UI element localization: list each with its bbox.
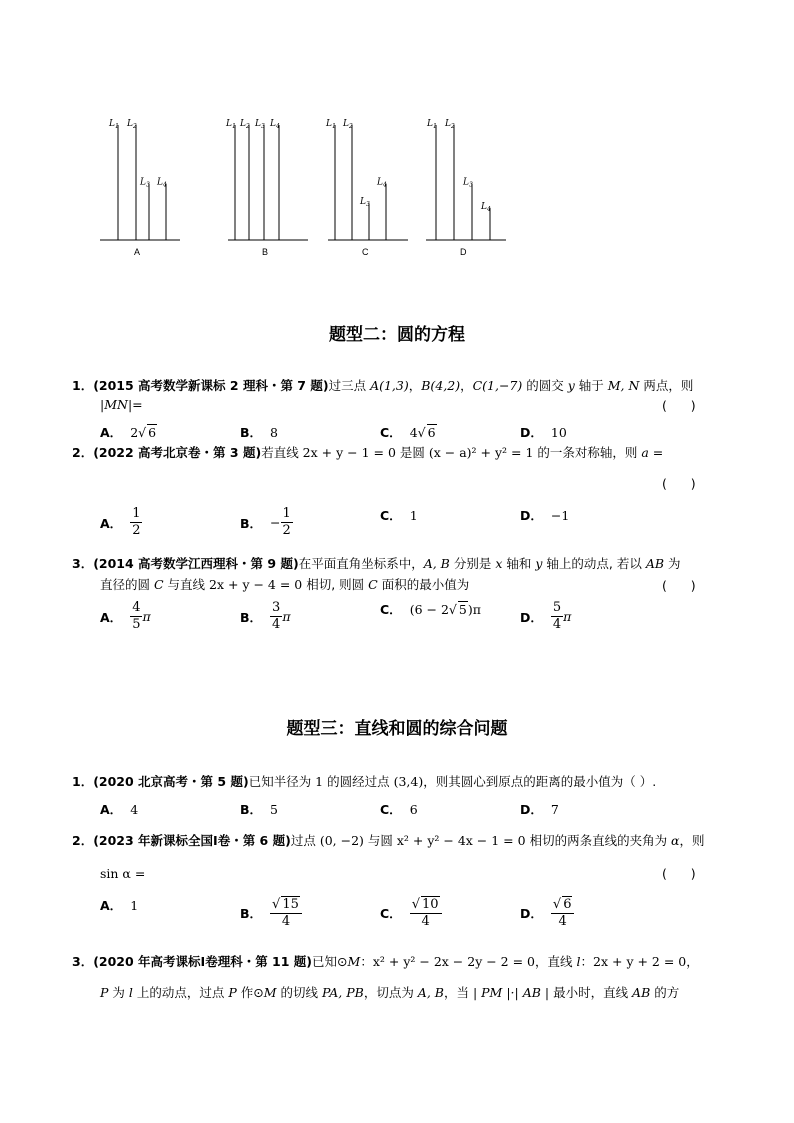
option-label: D． xyxy=(520,425,543,440)
text: 是圆 xyxy=(395,445,429,460)
option-label: C． xyxy=(380,425,402,440)
point: (0, −2) xyxy=(319,833,364,848)
figure-caption: A xyxy=(134,247,141,257)
text: 的切线 xyxy=(276,985,322,1000)
option-value: − $\frac{1}{2}$ xyxy=(270,506,291,538)
bar-label: $L_4$ xyxy=(481,201,491,213)
bar-label: $L_4$ xyxy=(270,119,280,130)
question-number: 1． xyxy=(72,378,94,393)
option-label: B． xyxy=(240,609,263,625)
circle-equation: (x − a)² + y² = 1 xyxy=(428,445,534,460)
option-b[interactable] xyxy=(240,800,278,818)
question-3-3-line2 xyxy=(100,984,679,1002)
tangents: PA, PB xyxy=(321,985,364,1000)
option-b[interactable] xyxy=(240,896,302,930)
text: 面积的最小值为 xyxy=(377,577,470,592)
option-value: 10 xyxy=(550,424,567,440)
option-d[interactable] xyxy=(520,800,559,818)
question-3-2-line2: sin α = xyxy=(100,866,146,881)
option-label: A． xyxy=(100,802,123,817)
text: 相切, 则圆 xyxy=(302,577,369,592)
circle-m: M xyxy=(263,985,277,1000)
points-ab: A, B xyxy=(417,985,444,1000)
question-2-1-line2: |MN|= xyxy=(100,397,143,412)
bar-label: $L_1$ xyxy=(226,119,236,130)
option-label: D． xyxy=(520,609,543,625)
circle-c: C xyxy=(153,577,164,592)
section-title-2: 题型二：圆的方程 xyxy=(329,325,465,345)
text: ，当 xyxy=(443,985,473,1000)
option-label: A． xyxy=(100,425,123,440)
option-label: A． xyxy=(100,898,123,913)
option-a[interactable] xyxy=(100,506,142,539)
bar-label: $L_3$ xyxy=(140,177,150,189)
bar-label: $L_3$ xyxy=(255,119,265,130)
point-p: P xyxy=(100,985,109,1000)
question-2-3-line2 xyxy=(100,576,469,594)
option-label: D． xyxy=(520,802,543,817)
segment-ab: AB xyxy=(632,985,651,1000)
var-x: x xyxy=(495,556,503,571)
question-2-2 xyxy=(72,444,663,462)
option-d[interactable] xyxy=(520,423,567,441)
option-value: 1 xyxy=(409,507,418,523)
option-c[interactable] xyxy=(380,896,442,930)
option-label: D． xyxy=(520,906,543,921)
text: 最小时，直线 xyxy=(549,985,633,1000)
answer-paren: ( ) xyxy=(662,866,696,881)
line-l: l xyxy=(128,985,133,1000)
option-label: C． xyxy=(380,906,402,921)
question-2-3 xyxy=(72,555,681,573)
circle-equation: x² + y² − 4x − 1 = 0 xyxy=(396,833,526,848)
question-source: (2015 高考数学新课标 2 理科・第 7 题) xyxy=(93,378,329,393)
option-value: 6 xyxy=(409,801,418,817)
option-label: B． xyxy=(240,802,263,817)
figure-caption: B xyxy=(262,247,269,257)
line-equation: 2x + y + 2 = 0 xyxy=(593,954,687,969)
var-y: y xyxy=(567,378,575,393)
bar-label: $L_2$ xyxy=(127,119,137,130)
text: ，则其圆心到原点的距离的最小值为（ ）. xyxy=(423,774,657,789)
option-value: 2√ 6 xyxy=(130,425,157,440)
var-a: a = xyxy=(641,445,664,460)
text: 为 xyxy=(664,556,681,571)
option-label: C． xyxy=(380,508,402,523)
var-y: y xyxy=(535,556,543,571)
text: ，切点为 xyxy=(363,985,418,1000)
circle-c: C xyxy=(368,577,378,592)
option-a[interactable] xyxy=(100,423,157,441)
text: ，则 xyxy=(679,833,705,848)
text: 上的动点，过点 xyxy=(132,985,229,1000)
text: 若直线 xyxy=(261,445,303,460)
bar-label: $L_1$ xyxy=(326,119,336,130)
points-ab: A, B xyxy=(423,556,450,571)
option-value: 7 xyxy=(550,801,559,817)
product-expression: | PM |·| AB | xyxy=(472,985,550,1000)
radius: 1 xyxy=(315,774,324,789)
option-label: C． xyxy=(380,602,402,617)
question-number: 3． xyxy=(72,556,94,571)
points-mn: M, N xyxy=(607,378,640,393)
option-label: B． xyxy=(240,906,263,921)
text: ： xyxy=(580,954,594,969)
option-b[interactable] xyxy=(240,600,291,633)
option-value: $\frac{√ 15}{4}$ xyxy=(270,896,302,930)
figure-caption: C xyxy=(362,247,369,257)
option-value: $\frac{√ 10}{4}$ xyxy=(410,896,442,930)
option-label: A． xyxy=(100,515,123,531)
question-3-2 xyxy=(72,832,705,850)
text: 的圆经过点 xyxy=(323,774,394,789)
bar-label: $L_4$ xyxy=(157,177,167,189)
option-value: 5 xyxy=(270,801,278,817)
figure-b xyxy=(226,100,310,266)
option-value: 8 xyxy=(270,424,278,440)
bar-label: $L_2$ xyxy=(240,119,250,130)
point: (3,4) xyxy=(393,774,424,789)
figure-d xyxy=(424,100,508,266)
question-source: (2022 高考北京卷・第 3 题) xyxy=(93,445,262,460)
bar-label: $L_1$ xyxy=(427,119,437,130)
question-number: 2． xyxy=(72,445,94,460)
text: 轴于 xyxy=(574,378,608,393)
text: ，直线 xyxy=(535,954,577,969)
text: 与圆 xyxy=(363,833,397,848)
bar-label: $L_3$ xyxy=(463,177,473,189)
option-label: C． xyxy=(380,802,402,817)
option-value: $\frac{√ 6}{4}$ xyxy=(551,896,575,930)
text: ： xyxy=(360,954,373,969)
option-a[interactable] xyxy=(100,896,138,914)
question-number: 1． xyxy=(72,774,94,789)
point-a: A(1,3) xyxy=(370,378,409,393)
text: 为 xyxy=(108,985,129,1000)
text: 与直线 xyxy=(163,577,210,592)
angle-alpha: α xyxy=(671,833,680,848)
option-value: $\frac{5}{4}$ π xyxy=(552,600,572,632)
option-c[interactable] xyxy=(380,600,481,618)
option-value: 1 xyxy=(130,897,139,913)
option-a[interactable] xyxy=(100,600,151,633)
option-d[interactable] xyxy=(520,600,571,633)
text: 的方 xyxy=(650,985,680,1000)
text: 过三点 xyxy=(328,378,371,393)
text: 的圆交 xyxy=(522,378,568,393)
text: 轴上的动点, 若以 xyxy=(542,556,646,571)
option-value: $\frac{3}{4}$ π xyxy=(272,600,291,632)
text: ， xyxy=(408,378,422,393)
question-source: (2014 高考数学江西理科・第 9 题) xyxy=(93,556,299,571)
bar-label: $L_3$ xyxy=(360,197,370,209)
question-source: (2023 年新课标全国Ⅰ卷・第 6 题) xyxy=(93,833,291,848)
bar-label: $L_1$ xyxy=(109,119,119,130)
answer-paren: ( ) xyxy=(662,476,696,491)
circle-m: M xyxy=(347,954,361,969)
text: 作⊙ xyxy=(236,985,264,1000)
option-value: −1 xyxy=(550,507,570,523)
text: 轴和 xyxy=(502,556,536,571)
option-value: 4 xyxy=(130,801,139,817)
figure-caption: D xyxy=(460,247,467,257)
option-label: B． xyxy=(240,425,263,440)
text: 已知半径为 xyxy=(248,774,316,789)
option-value: (6 − 2√ 5)π xyxy=(409,602,481,617)
question-2-1 xyxy=(72,377,693,395)
segment-ab: AB xyxy=(645,556,665,571)
question-3-1 xyxy=(72,773,656,791)
text: ， xyxy=(460,378,473,393)
figure-a xyxy=(98,100,182,266)
option-label: A． xyxy=(100,609,123,625)
question-source: (2020 年高考课标Ⅰ卷理科・第 11 题) xyxy=(93,954,313,969)
answer-paren: ( ) xyxy=(662,398,696,413)
question-3-3 xyxy=(72,953,699,971)
line-l: l xyxy=(576,954,581,969)
bar-label: $L_4$ xyxy=(377,177,387,189)
option-b[interactable] xyxy=(240,423,278,441)
text: 过点 xyxy=(290,833,320,848)
text: 两点，则 xyxy=(639,378,694,393)
option-label: D． xyxy=(520,508,543,523)
text: 在平面直角坐标系中， xyxy=(298,556,424,571)
option-c[interactable] xyxy=(380,800,418,818)
line-equation: 2x + y − 4 = 0 xyxy=(209,577,303,592)
option-d[interactable] xyxy=(520,896,574,930)
option-c[interactable] xyxy=(380,506,418,524)
text: ， xyxy=(686,954,699,969)
point-c: C(1,−7) xyxy=(472,378,523,393)
line-equation: 2x + y − 1 = 0 xyxy=(302,445,396,460)
option-value: $\frac{4}{5}$ π xyxy=(132,600,151,632)
circle-equation: x² + y² − 2x − 2y − 2 = 0 xyxy=(372,954,536,969)
answer-paren: ( ) xyxy=(662,578,696,593)
question-number: 3． xyxy=(72,954,94,969)
text: 直径的圆 xyxy=(100,577,154,592)
option-value: 4√ 6 xyxy=(409,425,436,440)
option-a[interactable] xyxy=(100,800,138,818)
option-label: B． xyxy=(240,515,263,531)
bar-label: $L_2$ xyxy=(445,119,455,130)
text: 分别是 xyxy=(449,556,496,571)
option-c[interactable] xyxy=(380,423,437,441)
option-value: $\frac{1}{2}$ xyxy=(132,506,141,538)
question-number: 2． xyxy=(72,833,94,848)
text: 已知⊙ xyxy=(312,954,348,969)
text: 相切的两条直线的夹角为 xyxy=(525,833,672,848)
option-b[interactable] xyxy=(240,506,293,539)
option-d[interactable] xyxy=(520,506,569,524)
question-source: (2020 北京高考・第 5 题) xyxy=(93,774,249,789)
text: 的一条对称轴，则 xyxy=(533,445,642,460)
point-b: B(4,2) xyxy=(421,378,461,393)
point-p: P xyxy=(228,985,237,1000)
figure-c xyxy=(326,100,410,266)
section-title-3: 题型三：直线和圆的综合问题 xyxy=(286,719,508,739)
bar-label: $L_2$ xyxy=(343,119,353,130)
